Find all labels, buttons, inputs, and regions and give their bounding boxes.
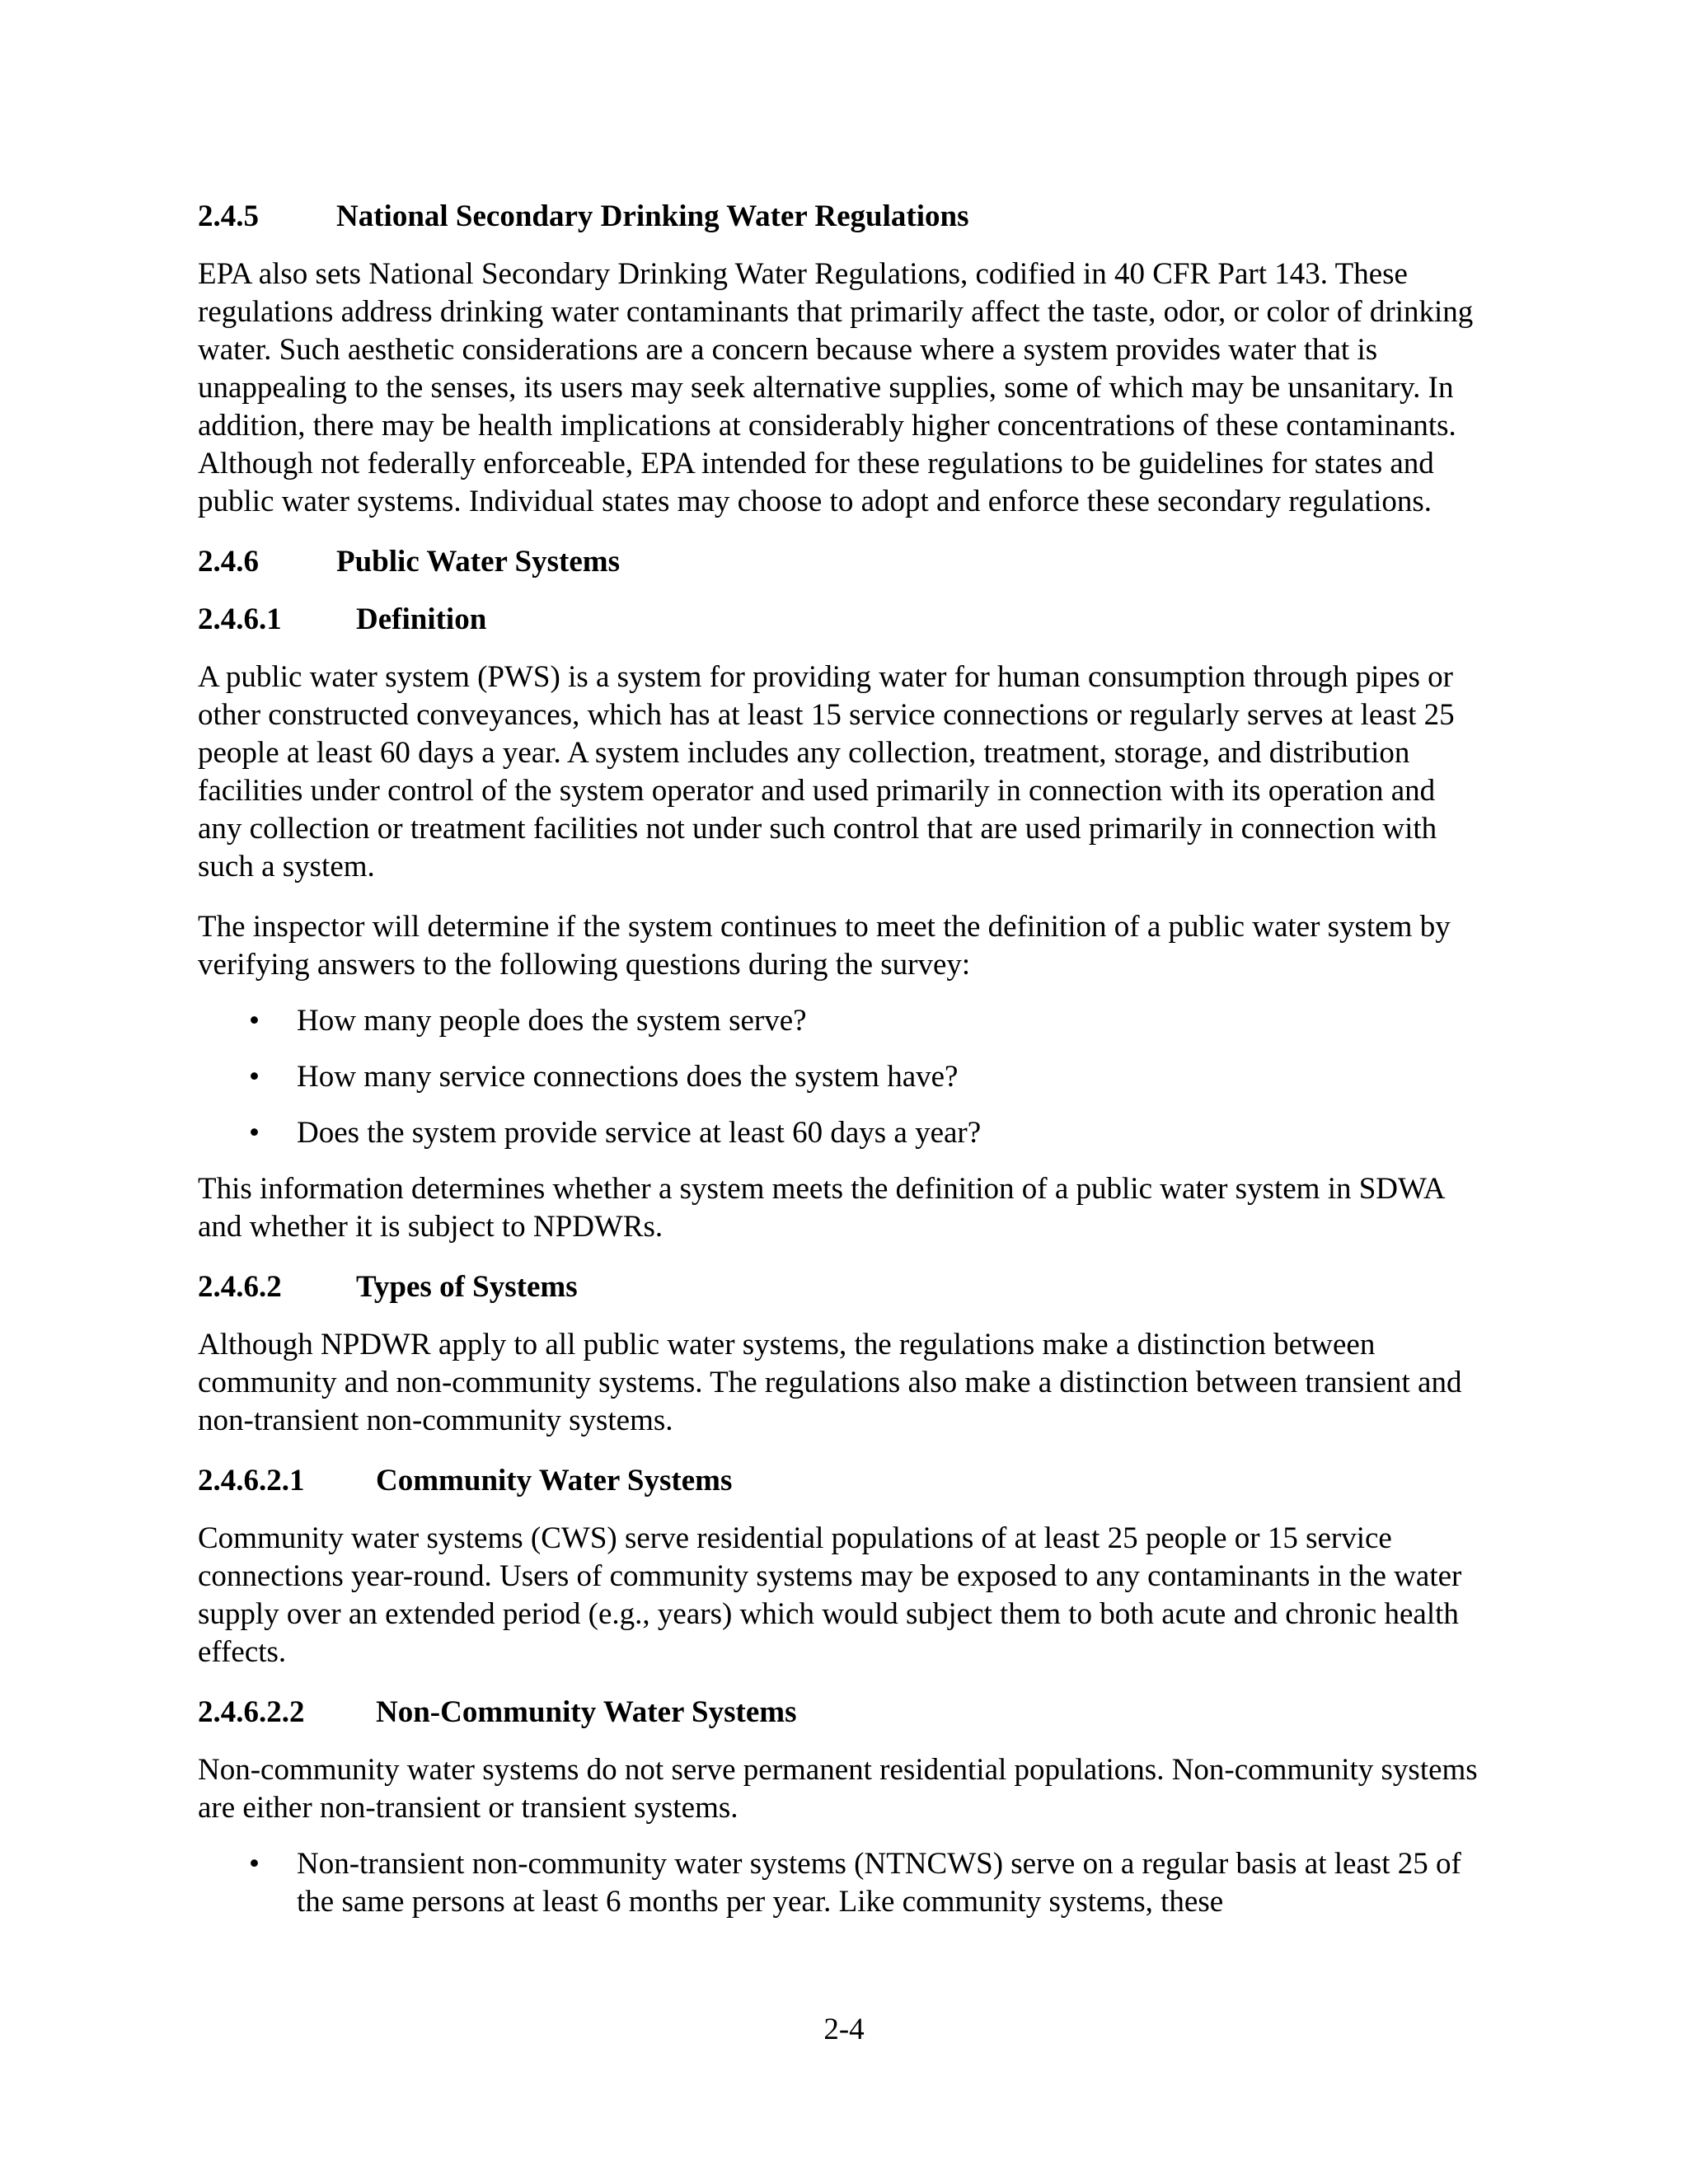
heading-2-4-6-2-2 [198,1694,1484,1732]
page-content [198,198,1484,1921]
list-item [198,1058,1484,1096]
heading-number: 2.4.6.2.1 [198,1464,305,1497]
list-item-text: Non-transient non-community water systems (NTNCWS) serve on a regular basis at least 25 of the same persons at least 6 months per year. Like community systems, these [297,1847,1461,1919]
paragraph-determination: This information determines whether a system meets the definition of a public water system in SDWA and whether it is subject to NPDWRs. [198,1172,1444,1244]
list-item [198,1845,1484,1921]
paragraph-community-systems: Community water systems (CWS) serve residential populations of at least 25 people or 15 service connections year-round. Users of community systems may be exposed to any contaminants in the water supply over an extended period (e.g., years) which would subject them to both acute and chronic health effects. [198,1521,1462,1669]
bullet-icon: • [249,1060,260,1094]
heading-2-4-6-2 [198,1268,1484,1306]
heading-number: 2.4.6.2.2 [198,1695,305,1729]
paragraph-secondary-regulations: EPA also sets National Secondary Drinking Water Regulations, codified in 40 CFR Part 143. These regulations address drinking water contaminants that primarily affect the taste, odor, or color of drinking water. Such aesthetic considerations are a concern because where a system provides water that is unappealing to the senses, its users may seek alternative supplies, some of which may be unsanitary. In addition, there may be health implications at considerably higher concentrations of these contaminants. Although not federally enforceable, EPA intended for these regulations to be guidelines for states and public water systems. Individual states may choose to adopt and enforce these secondary regulations. [198,257,1474,518]
paragraph-types-of-systems: Although NPDWR apply to all public water systems, the regulations make a distinction between community and non-community systems. The regulations also make a distinction between transient and non-transient non-community systems. [198,1328,1462,1437]
bullet-icon: • [249,1116,260,1150]
paragraph-pws-definition: A public water system (PWS) is a system for providing water for human consumption through pipes or other constructed conveyances, which has at least 15 service connections or regularly serves at least 25 people at least 60 days a year. A system includes any collection, treatment, storage, and distribution facilities under control of the system operator and used primarily in connection with its operation and any collection or treatment facilities not under such control that are used primarily in connection with such a system. [198,660,1455,883]
heading-number: 2.4.5 [198,199,259,233]
list-item-text: How many people does the system serve? [297,1004,807,1038]
bullet-icon: • [249,1847,260,1881]
non-community-type-list [198,1845,1484,1921]
heading-number: 2.4.6.1 [198,602,282,636]
list-item [198,1002,1484,1040]
list-item-text: Does the system provide service at least 60 days a year? [297,1116,982,1150]
list-item [198,1114,1484,1152]
heading-number: 2.4.6 [198,545,259,579]
list-item-text: How many service connections does the system have? [297,1060,959,1094]
paragraph-inspector: The inspector will determine if the system continues to meet the definition of a public water system by verifying answers to the following questions during the survey: [198,910,1451,982]
heading-2-4-6-1 [198,601,1484,639]
heading-2-4-6-2-1 [198,1462,1484,1500]
heading-title: Public Water Systems [336,545,620,579]
heading-title: Types of Systems [356,1270,578,1304]
heading-number: 2.4.6.2 [198,1270,282,1304]
definition-question-list [198,1002,1484,1152]
heading-title: National Secondary Drinking Water Regulations [336,199,969,233]
heading-title: Community Water Systems [376,1464,733,1497]
bullet-icon: • [249,1004,260,1038]
heading-2-4-6 [198,543,1484,581]
paragraph-non-community-systems: Non-community water systems do not serve permanent residential populations. Non-community systems are either non-transient or transient systems. [198,1753,1478,1825]
heading-2-4-5 [198,198,1484,236]
page-number: 2-4 [823,2013,865,2046]
heading-title: Definition [356,602,487,636]
heading-title: Non-Community Water Systems [376,1695,797,1729]
